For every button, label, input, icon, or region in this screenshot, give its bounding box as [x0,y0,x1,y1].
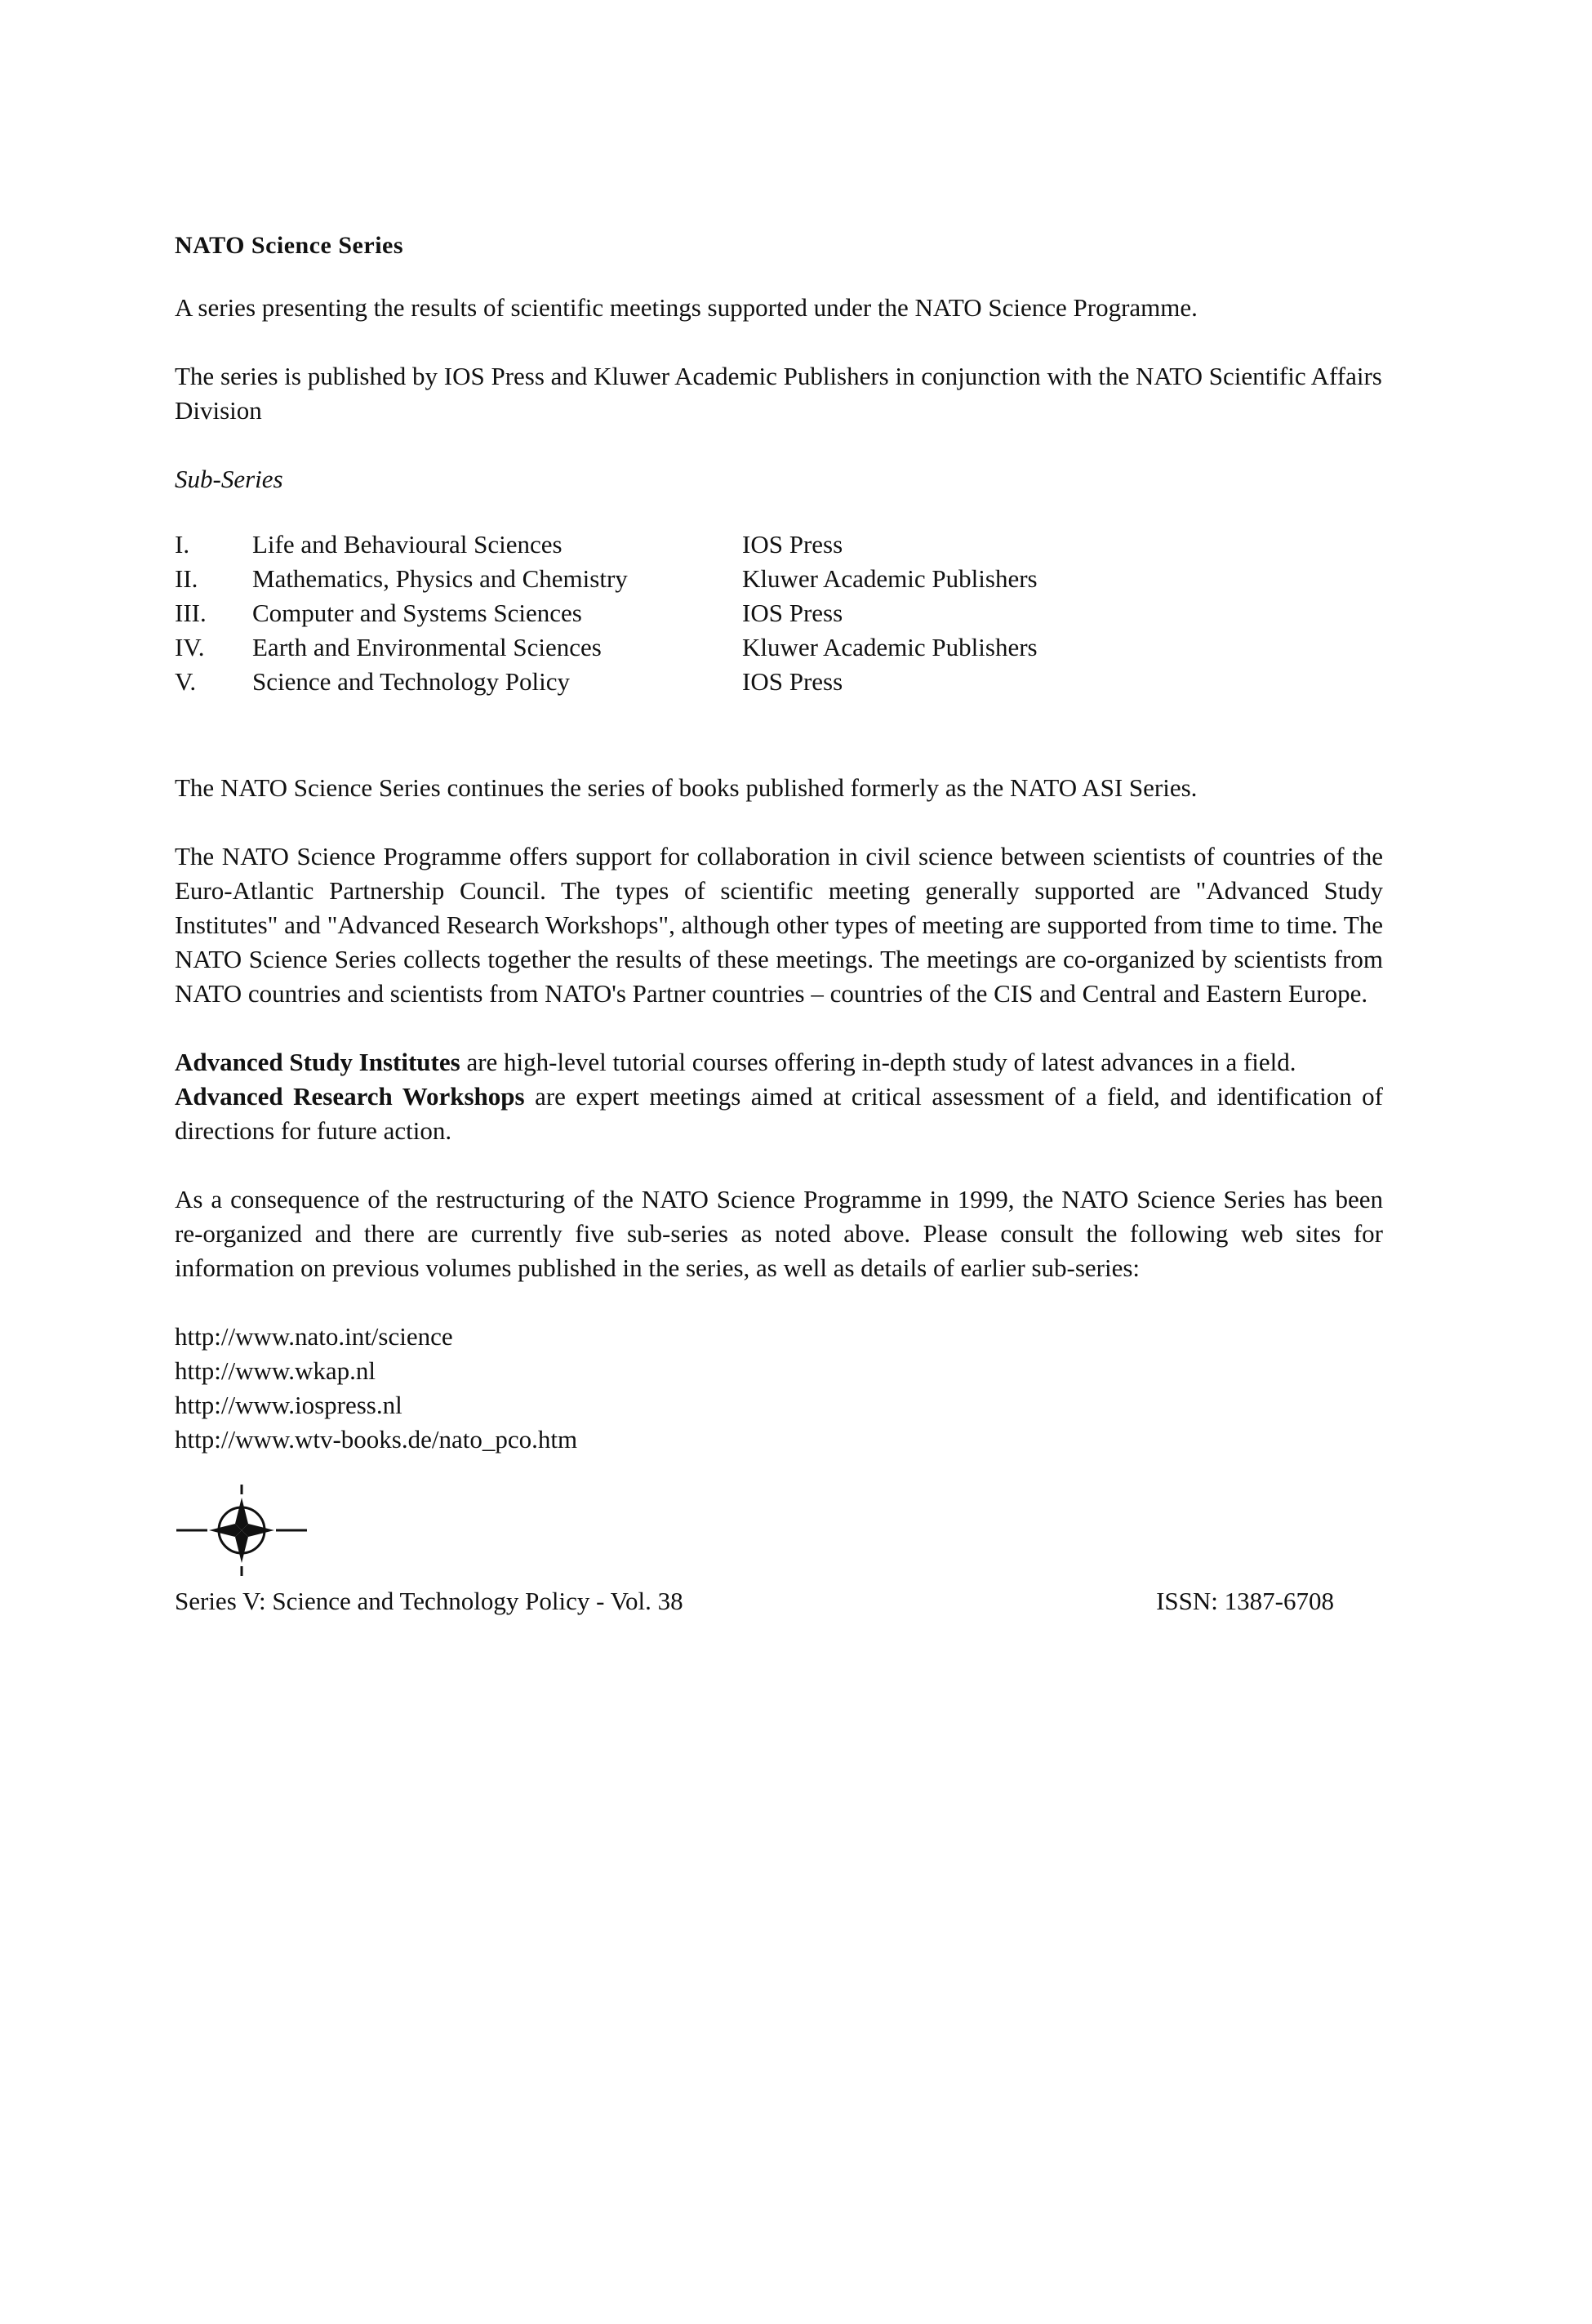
publisher-note: The series is published by IOS Press and Kluwer Academic Publishers in conjunction with the NATO Scientific Affairs Division [175,362,1382,425]
sub-series-number: III. [175,599,207,627]
arw-description: are expert meetings aimed at critical assessment of a field, and identification of directions for future action. [175,1082,1383,1145]
sub-series-row [175,596,1383,630]
sub-series-publisher: Kluwer Academic Publishers [742,564,1038,593]
sub-series-heading: Sub-Series [175,465,283,493]
sub-series-table [175,528,1383,699]
sub-series-name: Computer and Systems Sciences [252,599,582,627]
document-page [175,229,1383,1618]
asi-description: are high-level tutorial courses offering in-depth study of latest advances in a field. [460,1048,1296,1076]
sub-series-name: Life and Behavioural Sciences [252,530,563,559]
sub-series-row [175,665,1383,699]
sub-series-publisher: Kluwer Academic Publishers [742,633,1038,661]
sub-series-row [175,562,1383,596]
sub-series-name: Mathematics, Physics and Chemistry [252,564,628,593]
sub-series-number: I. [175,530,190,559]
definitions-block [175,1045,1383,1148]
sub-series-publisher: IOS Press [742,530,843,559]
sub-series-number: IV. [175,633,205,661]
continuation-note: The NATO Science Series continues the series of books published formerly as the NATO ASI Series. [175,773,1198,802]
restructuring-paragraph: As a consequence of the restructuring of the NATO Science Programme in 1999, the NATO Science Series has been re-organized and there are currently five sub-series as noted above. Please consult the following web sites for information on previous volumes published in the series, as well as details of earlier sub-series: [175,1185,1383,1282]
link-iospress[interactable]: http://www.iospress.nl [175,1391,402,1419]
sub-series-publisher: IOS Press [742,599,843,627]
nato-compass-star-icon [175,1481,322,1579]
asi-term: Advanced Study Institutes [175,1048,460,1076]
sub-series-name: Earth and Environmental Sciences [252,633,602,661]
series-volume: Series V: Science and Technology Policy - Vol. 38 [175,1587,683,1615]
sub-series-number: II. [175,564,198,593]
link-wkap[interactable]: http://www.wkap.nl [175,1356,376,1385]
asi-definition [175,1045,1383,1080]
sub-series-publisher: IOS Press [742,667,843,696]
series-intro: A series presenting the results of scientific meetings supported under the NATO Science Programme. [175,293,1198,322]
link-wtv-books[interactable]: http://www.wtv-books.de/nato_pco.htm [175,1425,578,1454]
arw-definition [175,1080,1383,1148]
footer [175,1584,1334,1618]
series-title: NATO Science Series [175,232,404,259]
sub-series-name: Science and Technology Policy [252,667,570,696]
sub-series-row [175,630,1383,665]
issn: ISSN: 1387-6708 [1156,1587,1334,1615]
programme-paragraph: The NATO Science Programme offers support for collaboration in civil science between scientists of countries of the Euro-Atlantic Partnership Council. The types of scientific meeting generally supported are "Advanced Study Institutes" and "Advanced Research Workshops", although other types of meeting are supported from time to time. The NATO Science Series collects together the results of these meetings. The meetings are co-organized by scientists from NATO countries and scientists from NATO's Partner countries – countries of the CIS and Central and Eastern Europe. [175,842,1383,1008]
sub-series-number: V. [175,667,197,696]
web-links [175,1320,1383,1457]
link-nato-science[interactable]: http://www.nato.int/science [175,1322,453,1351]
sub-series-row [175,528,1383,562]
arw-term: Advanced Research Workshops [175,1082,525,1111]
